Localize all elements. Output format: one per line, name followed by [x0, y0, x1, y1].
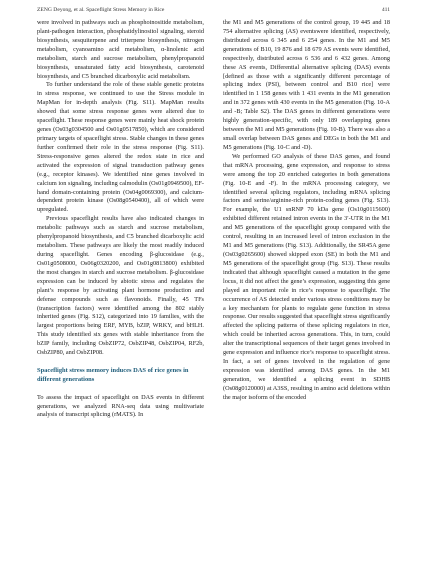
section-heading: Spaceflight stress memory induces DAS of rice genes in different generations — [37, 366, 189, 383]
paragraph: To further understand the role of these stable genetic proteins in stress response, we continued to use the Stress module in MapMan for in-depth analysis (Fig. S11). MapMan results showed that some stress response genes were altered due to spaceflight. These response genes were mainly heat shock protein genes (Os03g0304500 and Os01g0517850), which are considered primary targets of spaceflight stress. Stable changes in these genes further confirmed their role in the stress response (Fig. S11). Stress-responsive genes altered the redox state in rice and activated the expression of signal transduction pathway genes (e.g., receptor kinases). We identified nine genes involved in calcium ion signaling, including calmodulin (Os01g0949500), EF-hand domain-containing protein (Os04g0069300), and calcium-dependent protein kinase (Os08g0540400), all of which were upregulated. — [37, 81, 204, 214]
paragraph: We performed GO analysis of these DAS genes, and found that mRNA processing, gene expression, and response to stress were among the top 20 enriched categories in both generations (Fig. 10-E and -F). In the mRNA processing category, we identified several splicing regulators, including mRNA splicing factors and serine/arginine-rich protein-coding genes (Fig. S13). For example, the U1 snRNP 70 kDa gene (Os10g0115600) exhibited different retained intron events in the 3′-UTR in the M1 and M5 generations of the spaceflight group compared with the control, resulting in an increased level of intron exclusion in the M1 and M5 generations (Fig. S13). Additionally, the SR45A gene (Os03g0265600) showed skipped exon (SE) in both the M1 and M5 generations of the spaceflight group (Fig. S13). These results indicated that although spaceflight caused a mutation in the gene locus, it did not affect the gene’s expression, suggesting this gene played an important role in rice’s response to spaceflight. The occurrence of AS detected under various stress conditions may be a key mechanism for plants to regulate gene function in stress response. Our results suggested that spaceflight stress significantly affected the splicing patterns of these splicing regulators in rice, which could be inherited across generations. This, in turn, could alter the transcriptional sequences of their target genes involved in gene expression and influence rice’s response to spaceflight stress. In fact, a set of genes involved in the regulation of gene expression was identified among DAS genes. In the M1 generation, we identified a splicing event in SDHB (Os08g0120000) at A3SS, resulting in amino acid deletions within the major isoform of the encoded — [223, 152, 390, 401]
running-header — [37, 6, 390, 15]
right-column — [223, 19, 390, 403]
page-number: 411 — [381, 7, 390, 13]
left-column — [37, 19, 204, 420]
paragraph: the M1 and M5 generations of the control group, 19 445 and 18 754 alternative splicing (AS) eventswere identified, respectively, distributed across 6 345 and 6 254 genes. In the M1 and M5 generations of B10, 19 876 and 18 679 AS events were identified, respectively, distributed across 6 536 and 6 432 genes. Among these AS events, Differential alternative splicing (DAS) events [defined as those with a significantly different percentage of splicing index (PSI), between control and B10 rice] were identified in 1 158 genes with 1 431 events in the M1 generation and in 372 genes with 430 events in the M5 generation (Fig. 10-A and -B; Table S2). The DAS genes in different generations were highly generation-specific, with only 189 overlapping genes between the M1 and M5 generations (Fig. 10-B). There was also a small overlap between DAS genes and DEGs in both the M1 and M5 generations (Fig. 10-C and -D). — [223, 19, 390, 151]
paragraph: To assess the impact of spaceflight on DAS events in different generations, we analyzed RNA-seq data using multivariate analysis of transcript splicing (rMATS). In — [37, 393, 204, 419]
paragraph: Previous spaceflight results have also indicated changes in metabolic pathways such as starch and sucrose metabolism, phenylpropanoid biosynthesis, and C5 branched dicarboxylic acid metabolism. These pathways are likely the most readily induced during spaceflight. Genes encoding β-glucosidase (e.g., Os01g0508000, Os06g0320200, and Os01g0813800) exhibited the most changes in starch and sucrose metabolism. β-glucosidase expression can be induced by abiotic stress and regulates the plant’s response by activating plant hormone production and defense compounds such as flavonoids. Finally, 45 TFs (transcription factors) were identified among the 802 stably inherited genes (Fig. S12), categorized into 19 families, with the largest proportions being ERF, MYB, bZIP, WRKY, and bHLH. This study identified six genes with stable inheritance from the bZIP family, including OsbZIP72, OsbZIP48, OsbZIP04, RF2b, OsbZIP80, and OsbZIP08. — [37, 215, 204, 357]
running-title: ZENG Deyong, et al. Spaceflight Stress Memory in Rice — [37, 7, 165, 13]
paragraph: were involved in pathways such as phosphoinositide metabolism, plant-pathogen interaction, phosphatidylinositol signaling, steroid biosynthesis, sesquiterpene and triterpene biosynthesis, nitrogen metabolism, cyanoamino acid metabolism, α-linolenic acid metabolism, starch and sucrose metabolism, phenylpropanoid biosynthesis, unsaturated fatty acid biosynthesis, carotenoid biosynthesis, and C5 branched dicarboxylic acid metabolism. — [37, 19, 204, 80]
